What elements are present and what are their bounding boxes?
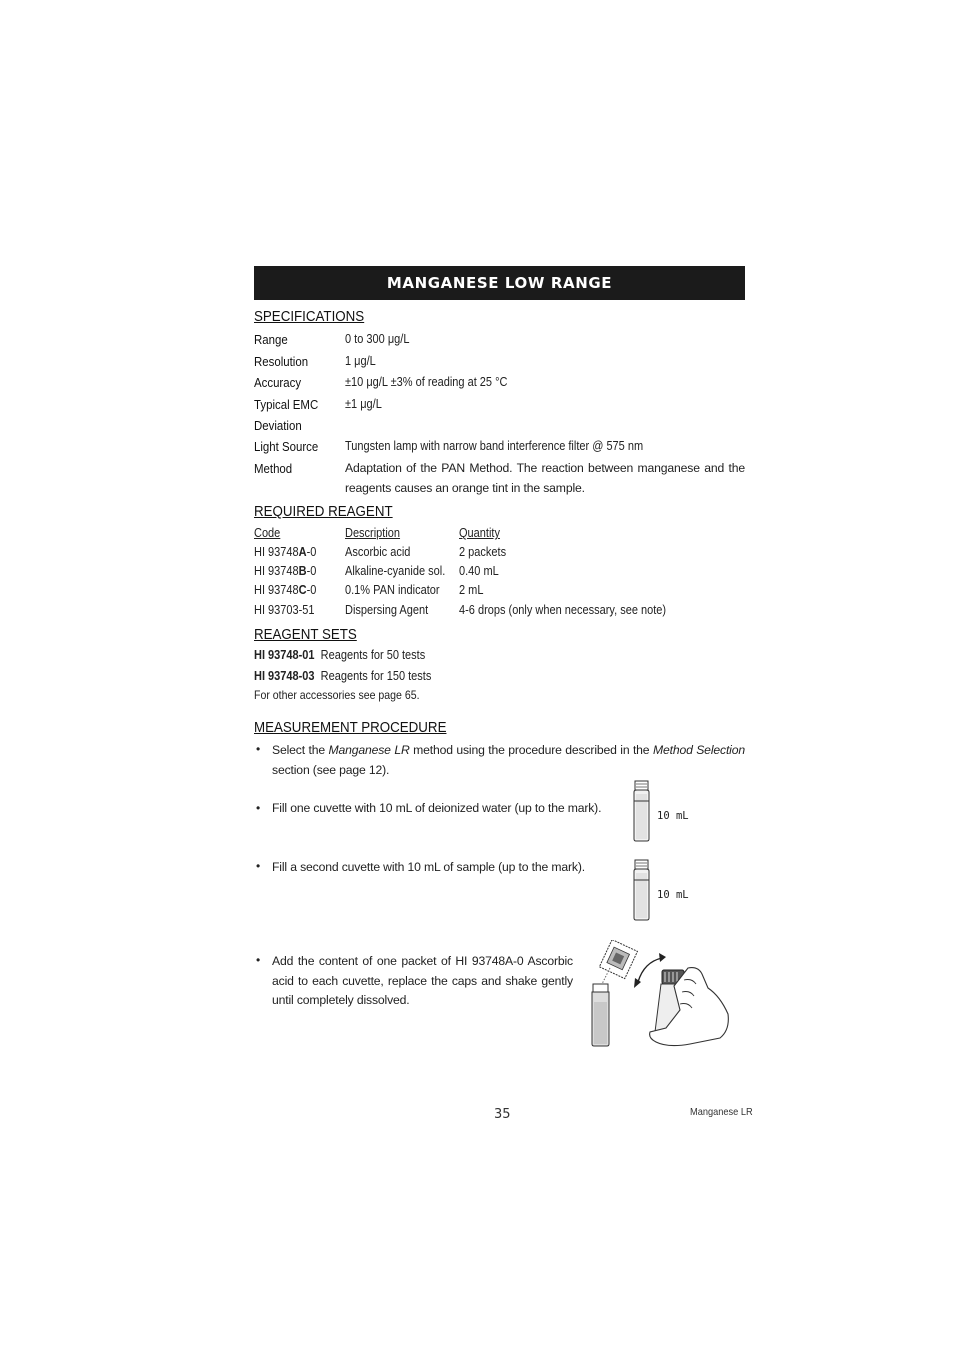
footer-section-name: Manganese LR — [690, 1106, 753, 1118]
reagent-description: Ascorbic acid — [345, 545, 411, 559]
col-header-quantity: Quantity — [459, 526, 500, 540]
hand-shaking-cuvette-icon — [650, 968, 729, 1046]
spec-label-light-source: Light Source — [254, 439, 319, 454]
cuvette-volume-label: 10 mL — [657, 889, 689, 901]
cuvette-volume-label: 10 mL — [657, 810, 689, 822]
reagent-code: HI 93748C-0 — [254, 583, 317, 597]
col-header-description: Description — [345, 526, 401, 540]
reagent-description: Dispersing Agent — [345, 603, 429, 617]
spec-value-method: Adaptation of the PAN Method. The reaction between manganese and the reagents causes an orange tint in the sample. — [345, 461, 745, 495]
spec-label-resolution: Resolution — [254, 354, 309, 369]
reagent-description: 0.1% PAN indicator — [345, 583, 440, 597]
procedure-step-4: Add the content of one packet of HI 93748A-0 Ascorbic acid to each cuvette, replace the caps and shake gently until completely dissolved. — [272, 954, 573, 1007]
procedure-step-3: Fill a second cuvette with 10 mL of sample (up to the mark). — [272, 860, 585, 874]
spec-value-resolution: 1 μg/L — [345, 354, 376, 368]
spec-label-accuracy: Accuracy — [254, 375, 302, 390]
spec-label-emc: Typical EMC — [254, 397, 319, 412]
spec-value-accuracy: ±10 μg/L ±3% of reading at 25 °C — [345, 375, 508, 389]
spec-value-emc: ±1 μg/L — [345, 397, 382, 411]
reagent-quantity: 0.40 mL — [459, 564, 499, 578]
reagent-description: Alkaline-cyanide sol. — [345, 564, 446, 578]
bullet-glyph: • — [256, 742, 261, 756]
reagent-code: HI 93748B-0 — [254, 564, 317, 578]
reagent-packet-icon — [599, 940, 637, 979]
cuvette-icon — [630, 859, 654, 921]
spec-label-deviation: Deviation — [254, 418, 302, 433]
reagent-sets-heading: REAGENT SETS — [254, 627, 357, 643]
reagent-code: HI 93703-51 — [254, 603, 315, 617]
spec-value-range: 0 to 300 μg/L — [345, 332, 410, 346]
page-number: 35 — [494, 1107, 511, 1122]
bullet-glyph: • — [256, 859, 261, 873]
section-title-bar — [254, 266, 745, 300]
bullet-glyph: • — [256, 953, 261, 967]
accessories-note: For other accessories see page 65. — [254, 688, 420, 702]
bullet-glyph: • — [256, 801, 261, 815]
required-reagent-heading: REQUIRED REAGENT — [254, 504, 393, 520]
measurement-procedure-heading: MEASUREMENT PROCEDURE — [254, 720, 447, 736]
reagent-set-item: HI 93748-01 Reagents for 50 tests — [254, 648, 426, 662]
specifications-heading: SPECIFICATIONS — [254, 309, 365, 325]
add-reagent-shake-illustration — [588, 940, 733, 1048]
spec-value-light-source: Tungsten lamp with narrow band interference filter @ 575 nm — [345, 439, 644, 453]
procedure-step-1: Select the Manganese LR method using the procedure described in the Method Selection section (see page 12). — [272, 743, 745, 777]
reagent-code: HI 93748A-0 — [254, 545, 317, 559]
reagent-quantity: 2 packets — [459, 545, 507, 559]
reagent-set-item: HI 93748-03 Reagents for 150 tests — [254, 669, 432, 683]
cuvette-icon — [630, 780, 654, 842]
spec-label-range: Range — [254, 332, 288, 347]
spec-label-method: Method — [254, 461, 293, 476]
col-header-code: Code — [254, 526, 281, 540]
section-title: MANGANESE LOW RANGE — [386, 274, 613, 292]
reagent-quantity: 2 mL — [459, 583, 484, 597]
procedure-step-2: Fill one cuvette with 10 mL of deionized water (up to the mark). — [272, 801, 602, 815]
reagent-quantity: 4-6 drops (only when necessary, see note) — [459, 603, 667, 617]
open-cuvette-icon — [592, 984, 609, 1046]
